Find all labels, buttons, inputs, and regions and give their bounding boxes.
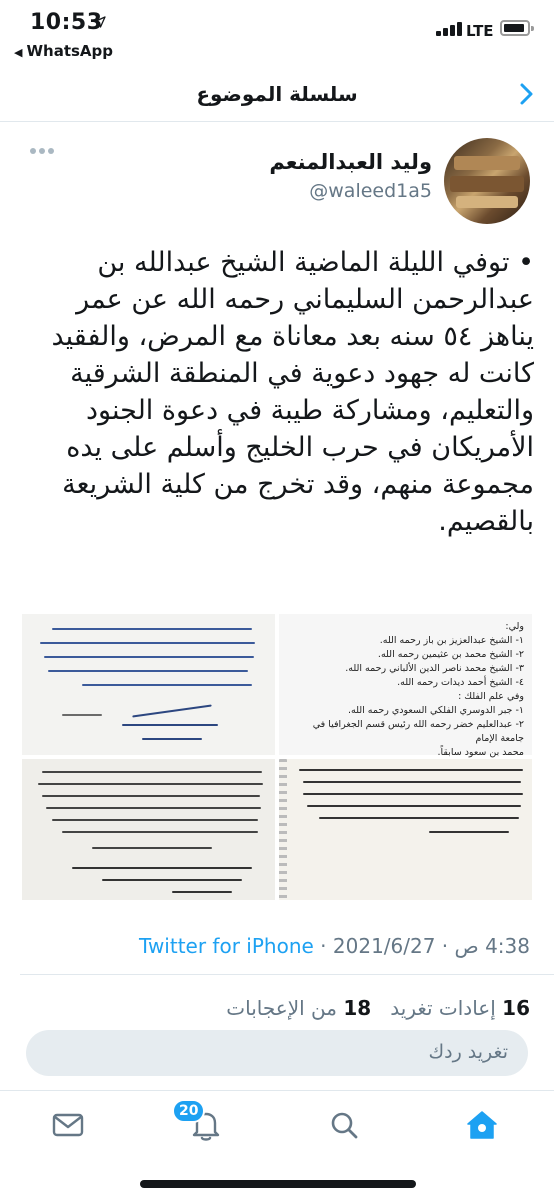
more-options-icon[interactable] bbox=[30, 148, 54, 156]
page-title: سلسلة الموضوع bbox=[196, 82, 358, 106]
document-line: محمد بن سعود سابقاً. bbox=[437, 747, 524, 758]
tweet-date: 2021/6/27 bbox=[332, 934, 436, 958]
document-line: ولي: bbox=[505, 621, 524, 632]
reply-placeholder: تغريد ردك bbox=[428, 1041, 508, 1063]
avatar[interactable] bbox=[444, 138, 530, 224]
media-image-handwritten-page[interactable] bbox=[22, 759, 275, 900]
document-line: ١- الشيخ عبدالعزيز بن باز رحمه الله. bbox=[379, 635, 524, 646]
retweets-count: 16 bbox=[502, 996, 530, 1020]
tweet-time: 4:38 ص bbox=[454, 934, 530, 958]
tweet-source-link[interactable]: Twitter for iPhone bbox=[139, 934, 314, 958]
back-triangle-icon: ◀ bbox=[14, 46, 23, 59]
battery-icon bbox=[500, 20, 530, 36]
tweet-text: • توفي الليلة الماضية الشيخ عبدالله بن عبدالرحمن السليماني رحمه الله عن عمر يناهز ٥٤ سنه بعد معاناة مع المرض، والفقيد كانت له جهود دعوية في المنطقة الشرقية والتعليم، ومشاركة طيبة في دعوة الجنود الأمريكان في حرب الخليج وأسلم على يده مجموعة منهم، وقد تخرج من كلية الشريعة بالقصيم. bbox=[51, 247, 534, 537]
status-bar bbox=[0, 0, 554, 66]
reply-input[interactable] bbox=[26, 1030, 528, 1076]
document-line: ٢- الشيخ محمد بن عثيمين رحمه الله. bbox=[377, 649, 524, 660]
search-icon[interactable] bbox=[324, 1105, 364, 1145]
media-image-notebook-page[interactable] bbox=[279, 759, 532, 900]
engagement-stats bbox=[226, 996, 530, 1020]
document-line: ٣- الشيخ محمد ناصر الدين الألباني رحمه الله. bbox=[345, 663, 524, 674]
document-line: ٢- عبدالعليم خضر رحمه الله رئيس قسم الجغرافيا في جامعة الإمام bbox=[312, 719, 524, 744]
likes-count: 18 bbox=[343, 996, 372, 1020]
network-type: LTE bbox=[466, 22, 494, 40]
retweets-label: إعادات تغريد bbox=[390, 996, 496, 1020]
display-name[interactable]: وليد العبدالمنعم bbox=[269, 150, 432, 174]
tweet-timestamp: 4:38 ص · 2021/6/27 · Twitter for iPhone bbox=[139, 934, 530, 958]
nav-header bbox=[0, 66, 554, 122]
document-line: ٤- الشيخ أحمد ديدات رحمه الله. bbox=[397, 677, 524, 688]
likes-label: من الإعجابات bbox=[226, 996, 337, 1020]
document-line: وفي علم الفلك : bbox=[458, 691, 524, 702]
back-to-app-link[interactable] bbox=[14, 42, 113, 60]
notifications-badge: 20 bbox=[172, 1099, 205, 1123]
home-icon[interactable] bbox=[462, 1105, 502, 1145]
status-time: 10:53 bbox=[30, 10, 103, 35]
likes-stat[interactable] bbox=[226, 996, 371, 1020]
media-grid bbox=[22, 614, 532, 900]
location-arrow-icon bbox=[94, 16, 106, 28]
media-image-typed-document[interactable] bbox=[279, 614, 532, 758]
retweets-stat[interactable] bbox=[390, 996, 530, 1020]
home-indicator[interactable] bbox=[140, 1180, 416, 1188]
user-handle[interactable]: @waleed1a5 bbox=[309, 180, 432, 202]
document-line: ١- جبر الدوسري الفلكي السعودي رحمه الله. bbox=[347, 705, 524, 716]
back-chevron-icon[interactable] bbox=[514, 80, 538, 108]
messages-icon[interactable] bbox=[48, 1105, 88, 1145]
media-image-handwritten-letter[interactable] bbox=[22, 614, 275, 755]
back-app-label: WhatsApp bbox=[26, 42, 113, 60]
divider bbox=[20, 974, 554, 975]
signal-strength-icon bbox=[436, 22, 462, 36]
